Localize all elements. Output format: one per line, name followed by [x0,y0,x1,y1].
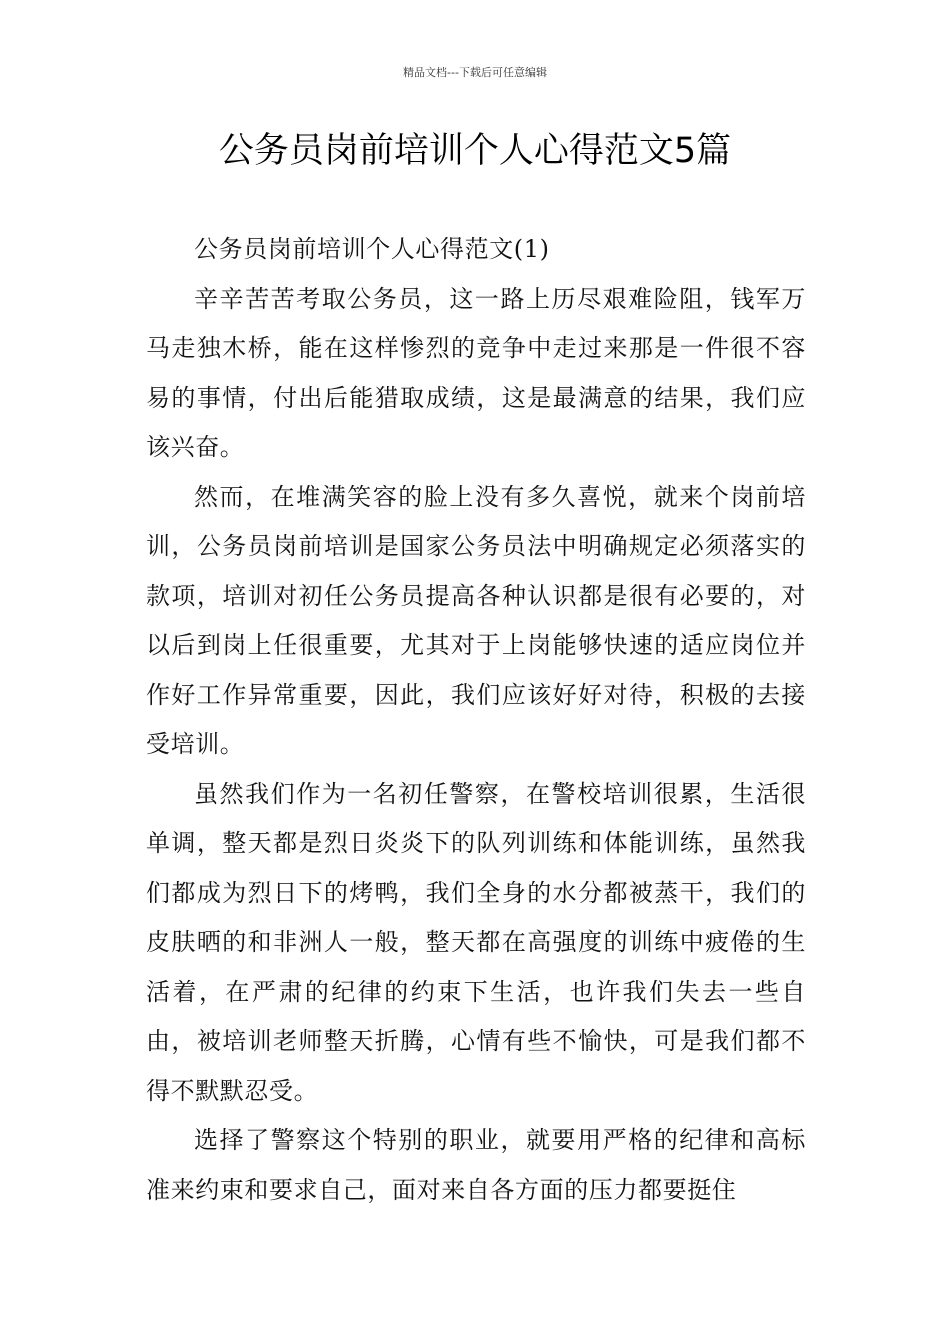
paragraph: 辛辛苦苦考取公务员，这一路上历尽艰难险阻，钱军万马走独木桥，能在这样惨烈的竞争中走过来那是一件很不容易的事情，付出后能猎取成绩，这是最满意的结果，我们应该兴奋。 [146,284,806,461]
document-title: 公务员岗前培训个人心得范文5篇 [218,131,732,171]
paragraph: 虽然我们作为一名初任警察，在警校培训很累，生活很单调，整天都是烈日炎炎下的队列训练和体能训练，虽然我们都成为烈日下的烤鸭，我们全身的水分都被蒸干，我们的皮肤晒的和非洲人一般，整天都在高强度的训练中疲倦的生活着，在严肃的纪律的约束下生活，也许我们失去一些自由，被培训老师整天折腾，心情有些不愉快，可是我们都不得不默默忍受。 [146,779,806,1105]
section-heading: 公务员岗前培训个人心得范文(1) [194,235,550,263]
paragraph: 然而，在堆满笑容的脸上没有多久喜悦，就来个岗前培训，公务员岗前培训是国家公务员法中明确规定必须落实的款项，培训对初任公务员提高各种认识都是很有必要的，对以后到岗上任很重要，尤其对于上岗能够快速的适应岗位并作好工作异常重要，因此，我们应该好好对待，积极的去接受培训。 [146,482,806,758]
document-body [146,225,806,1215]
paragraph: 选择了警察这个特别的职业，就要用严格的纪律和高标准来约束和要求自己，面对来自各方面的压力都要挺住 [146,1126,806,1204]
header-note: 精品文档---下载后可任意编辑 [403,66,547,79]
